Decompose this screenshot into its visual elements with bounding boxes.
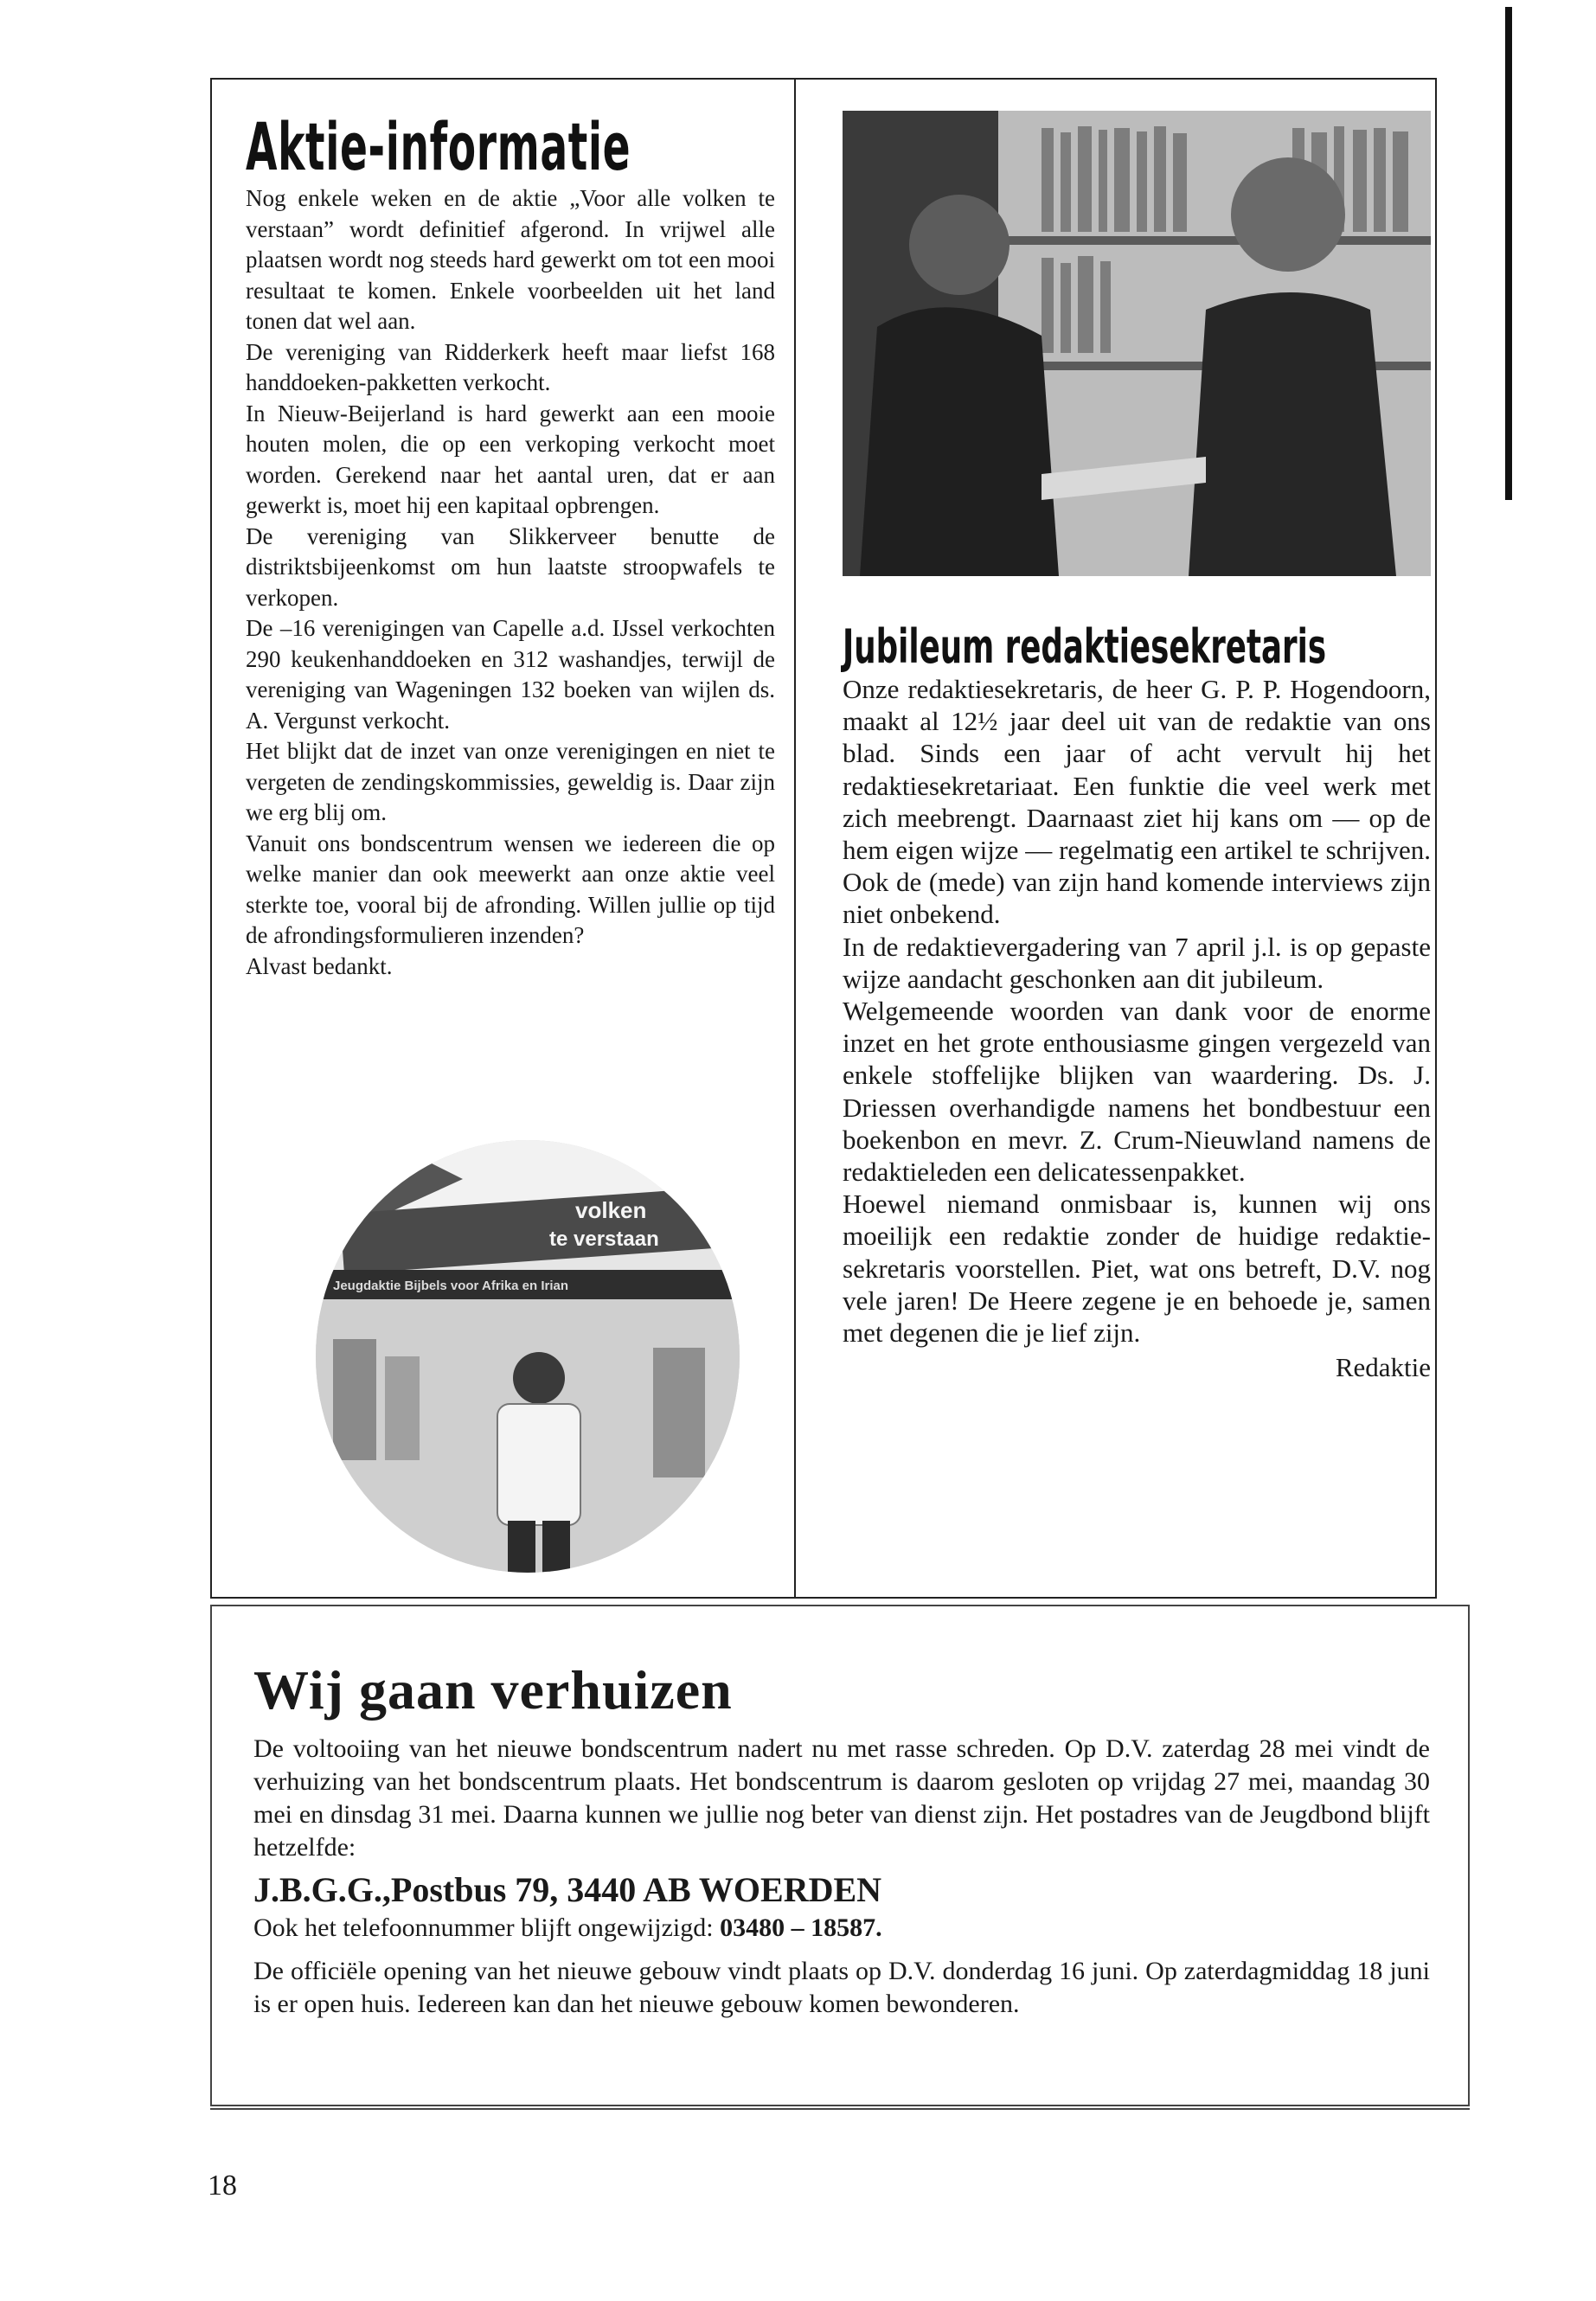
banner-text-volken: volken — [575, 1197, 647, 1223]
aktie-paragraph-1: Nog enkele weken en de aktie „Voor alle volken te verstaan” wordt definitief afgerond. In vrijwel alle plaatsen wordt nog steeds hard gewerkt om tot een mooi resultaat te komen. Enkele voorbeelden uit het land tonen dat wel aan. — [246, 185, 775, 334]
verhuizen-box — [210, 1605, 1470, 2106]
jubileum-title: Jubileum redaktiesekretaris — [843, 619, 1327, 674]
phone-line — [253, 1913, 1430, 1943]
aktie-paragraph-6: Het blijkt dat de inzet van onze verenigingen en niet te vergeten de zendingskommissies, geweldig is. Daar zijn we erg blij om. — [246, 738, 775, 825]
aktie-paragraph-3: In Nieuw-Beijerland is hard gewerkt aan een mooie houten molen, die op een verkoping verkocht moet worden. Gerekend naar het aantal uren, dat er aan gewerkt is, moet hij een kapitaal opbrengen. — [246, 400, 775, 518]
verhuizen-outro: De officiële opening van het nieuwe gebouw vindt plaats op D.V. donderdag 16 juni. Op zaterdagmiddag 18 juni is er open huis. Iedereen kan dan het nieuwe gebouw komen bewonderen. — [253, 1957, 1430, 2018]
postal-address: J.B.G.G.,Postbus 79, 3440 AB WOERDEN — [253, 1870, 882, 1909]
banner-text-verstaan: te verstaan — [549, 1227, 659, 1251]
aktie-paragraph-7: Vanuit ons bondscentrum wensen we iedereen die op welke manier dan ook meewerkt aan onze aktie veel sterkte toe, vooral bij de afronding. Willen jullie op tijd de afrondingsformulieren inzenden? — [246, 830, 775, 948]
jubileum-paragraph-4: Hoewel niemand onmisbaar is, kunnen wij ons moeilijk een redaktie zonder de huidige redaktie-sekretaris voorstellen. Piet, wat ons betreft, D.V. nog vele jaren! De Heere zegene je en behoede je, samen met degenen die je lief zijn. — [843, 1189, 1431, 1349]
jubileum-paragraph-2: In de redaktievergadering van 7 april j.l. is op gepaste wijze aandacht geschonken aan dit jubileum. — [843, 931, 1431, 994]
phone-prefix: Ook het telefoonnummer blijft ongewijzigd: — [253, 1913, 714, 1942]
exhibition-photo-drawing — [316, 1140, 740, 1573]
page-edge-mark — [1505, 7, 1512, 500]
bottom-rule — [210, 2108, 1470, 2110]
banner-text-subtitle: Jeugdaktie Bijbels voor Afrika en Irian — [333, 1279, 569, 1293]
aktie-informatie-article — [246, 108, 775, 982]
page-number: 18 — [208, 2170, 237, 2202]
aktie-paragraph-5: De –16 verenigingen van Capelle a.d. IJssel verkochten 290 keukenhanddoeken en 312 washandjes, terwijl de vereniging van Wageningen 132 boeken van wijlen ds. A. Vergunst verkocht. — [246, 615, 775, 734]
jubileum-article — [843, 111, 1431, 1383]
handshake-photo-drawing — [843, 111, 1431, 576]
aktie-paragraph-4: De vereniging van Slikkerveer benutte de distriktsbijeenkomst om hun laatste stroopwafels te verkopen. — [246, 522, 775, 611]
aktie-title: Aktie-informatie — [246, 108, 631, 185]
aktie-paragraph-2: De vereniging van Ridderkerk heeft maar liefst 168 handdoeken-pakketten verkocht. — [246, 338, 775, 395]
verhuizen-title: Wij gaan verhuizen — [253, 1659, 733, 1721]
verhuizen-intro: De voltooiing van het nieuwe bondscentrum nadert nu met rasse schreden. Op D.V. zaterdag 28 mei vindt de verhuizing van het bondscentrum plaats. Het bondscentrum is daarom gesloten op vrijdag 27 mei, maandag 30 mei en dinsdag 31 mei. Daarna kunnen we jullie nog beter van dienst zijn. Het postadres van de Jeugdbond blijft hetzelfde: — [253, 1734, 1430, 1862]
handshake-photo — [843, 111, 1431, 576]
jubileum-paragraph-1: Onze redaktiesekretaris, de heer G. P. P. Hogendoorn, maakt al 12½ jaar deel uit van de redaktie van ons blad. Sinds een jaar of acht vervult hij het redaktiesekretariaat. Een funktie die veel werk met zich meebrengt. Daarnaast ziet hij kans om — op de hem eigen wijze — regelmatig een artikel te schrijven. Ook de (mede) van zijn hand komende interviews zijn niet onbekend. — [843, 674, 1431, 930]
jubileum-paragraph-3: Welgemeende woorden van dank voor de enorme inzet en het grote enthousiasme gingen vergezeld van enkele stoffelijke blijken van waardering. Ds. J. Driessen overhandigde namens het bondbestuur een boekenbon en mevr. Z. Crum-Nieuwland namens de redaktieleden een delicatessenpakket. — [843, 996, 1431, 1188]
jubileum-signature: Redaktie — [1335, 1352, 1431, 1383]
column-divider — [794, 78, 796, 1599]
phone-number: 03480 – 18587. — [720, 1913, 882, 1942]
verhuizen-content — [253, 1658, 1430, 2021]
aktie-paragraph-8: Alvast bedankt. — [246, 952, 393, 979]
exhibition-photo — [316, 1140, 740, 1573]
